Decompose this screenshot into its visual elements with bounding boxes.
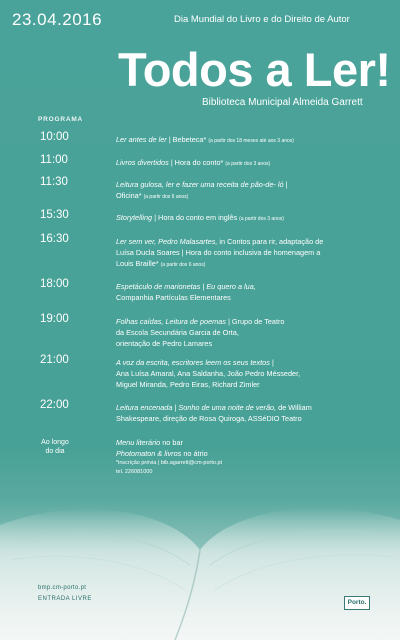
website-link[interactable]: bmp.cm-porto.pt: [38, 585, 87, 591]
description-line: [116, 413, 376, 424]
program-time: 21:00: [40, 354, 69, 366]
event-name: Dia Mundial do Livro e do Direito de Autor: [174, 14, 350, 25]
activity-detail: da Escola Secundária Garcia de Orta,: [116, 328, 239, 338]
activity-detail: Hora do conto*: [174, 158, 226, 167]
activity-title: Folhas caídas, Leitura de poemas |: [116, 317, 232, 326]
program-label: PROGRAMA: [38, 116, 84, 123]
activity-detail: Ana Luísa Amaral, Ana Saldanha, João Pedro Mésseder,: [116, 369, 301, 379]
program-time: 10:00: [40, 131, 69, 143]
description-line: [116, 368, 376, 379]
program-time: 15:30: [40, 209, 69, 221]
activity-title: Leitura gulosa, ler e fazer uma receita de pão-de- ló |: [116, 180, 288, 189]
program-time: 22:00: [40, 399, 69, 411]
activity-detail: de William: [278, 403, 312, 412]
description-line: [116, 316, 376, 327]
venue-name: Biblioteca Municipal Almeida Garrett: [202, 97, 363, 108]
description-line: [116, 258, 376, 271]
free-entry-label: ENTRADA LIVRE: [38, 596, 92, 602]
program-description: [116, 316, 376, 350]
activity-title: A voz da escrita, escritores leem os seus textos |: [116, 358, 274, 367]
all-day-photomaton: Photomaton & livros no átrio: [116, 449, 208, 459]
description-line: [116, 236, 376, 247]
activity-detail: Bebeteca*: [172, 135, 209, 144]
activity-detail: Companhia Partículas Elementares: [116, 293, 231, 303]
program-time: 11:00: [40, 154, 68, 166]
activity-detail: Grupo de Teatro: [231, 317, 285, 326]
description-line: [116, 281, 376, 292]
registration-note: *inscrição prévia | bib.agarrett@cm-porto.pt: [116, 460, 223, 467]
program-time: 16:30: [40, 233, 69, 245]
event-date: 23.04.2016: [12, 10, 103, 29]
description-line: [116, 212, 376, 225]
description-line: [116, 402, 376, 413]
activity-title: Livros divertidos |: [116, 158, 175, 167]
poster-title: Todos a Ler!: [118, 43, 391, 96]
activity-detail: orientação de Pedro Lamares: [116, 339, 213, 349]
program-time: 19:00: [40, 313, 69, 325]
book-pages: [0, 508, 400, 640]
open-book-image: [0, 455, 400, 640]
description-line: [116, 157, 376, 170]
program-description: [116, 179, 376, 203]
description-line: [116, 179, 376, 190]
age-note: (a partir dos 6 anos): [160, 262, 206, 269]
program-description: [116, 236, 376, 272]
activity-detail: Hora do conto em inglês: [158, 213, 240, 222]
program-description: [116, 212, 376, 225]
activity-title: Ler sem ver, Pedro Malasartes,: [116, 237, 220, 246]
program-description: [116, 281, 376, 303]
age-note: (a partir dos 6 anos): [143, 194, 189, 201]
description-line: [116, 247, 376, 258]
description-line: [116, 134, 376, 147]
description-line: [116, 190, 376, 203]
activity-detail: Louis Braille*: [116, 259, 161, 269]
program-description: [116, 134, 376, 147]
program-description: [116, 357, 376, 391]
program-description: [116, 157, 376, 170]
description-line: [116, 357, 376, 368]
porto-logo: Porto.: [344, 596, 370, 610]
activity-title: Leitura encenada | Sonho de uma noite de verão,: [116, 403, 279, 412]
program-time: 18:00: [40, 278, 69, 290]
activity-title: Storytelling |: [116, 213, 159, 222]
description-line: [116, 379, 376, 390]
activity-title: Espetáculo de marionetas | Eu quero a lua,: [116, 282, 256, 291]
all-day-label: Ao longo do dia: [41, 439, 69, 455]
age-note: (a partir dos 18 meses até aos 3 anos): [208, 138, 294, 144]
description-line: [116, 327, 376, 338]
description-line: [116, 338, 376, 349]
program-description: [116, 402, 376, 424]
program-time: 11:30: [40, 176, 68, 188]
activity-detail: in Contos para rir, adaptação de: [219, 237, 324, 246]
activity-detail: Shakespeare, direção de Rosa Quiroga, ASSéDIO Teatro: [116, 414, 302, 424]
phone-number: tel. 226081000: [116, 469, 153, 476]
activity-detail: Oficina*: [116, 191, 144, 201]
all-day-menu: Menu literário no bar: [116, 438, 183, 447]
activity-detail: Miguel Miranda, Pedro Eiras, Richard Zimler: [116, 380, 260, 390]
age-note: (a partir dos 3 anos): [239, 216, 284, 222]
activity-title: Ler antes de ler |: [116, 135, 173, 144]
age-note: (a partir dos 3 anos): [225, 161, 271, 167]
description-line: [116, 292, 376, 303]
activity-detail: Luísa Ducla Soares | Hora do conto inclusiva de homenagem a: [116, 248, 321, 258]
